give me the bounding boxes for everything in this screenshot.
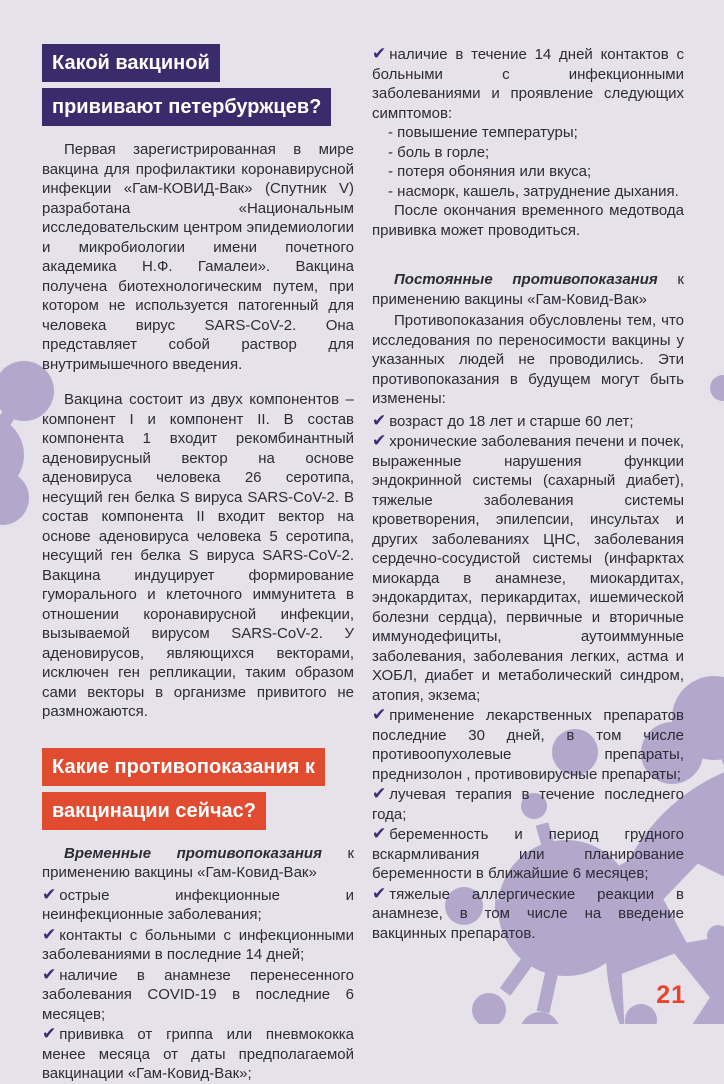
check-item <box>372 884 684 944</box>
title-row <box>42 748 354 786</box>
symptom-line: - боль в горле; <box>388 143 490 161</box>
check-item <box>42 925 354 965</box>
checkmark-icon: ✔ <box>372 824 387 843</box>
right-column <box>372 44 684 1024</box>
section-title-contraindications-line2: вакцинации сейчас? <box>42 792 266 830</box>
check-item <box>42 1024 354 1084</box>
check-item <box>42 965 354 1025</box>
check-item <box>372 705 684 784</box>
title-row <box>42 792 354 830</box>
check-item-text: тяжелые аллергические реакции в анамнезе, в том числе на введение вакцинных препаратов. <box>372 885 684 942</box>
check-item <box>372 784 684 824</box>
section-title-contraindications <box>42 748 354 830</box>
checkmark-icon: ✔ <box>42 884 57 904</box>
check-item-text: прививка от гриппа или пневмококка менее месяца от даты предполагаемой вакцинации «Гам-Ковид-Вак»; <box>42 1026 354 1082</box>
symptom-line: - повышение температуры; <box>388 124 578 141</box>
checkmark-icon: ✔ <box>42 924 57 944</box>
check-item-text: применение лекарственных препаратов последние 30 дней, в том числе противоопухолевые препараты, преднизолон , противовирусные препараты; <box>372 707 684 783</box>
temporary-contraindications-lead-bold: Временные противопоказания <box>64 844 322 862</box>
check-item-text: наличие в течение 14 дней контактов с больными с инфекционными заболеваниями и проявление следующих симптомов: <box>372 46 684 122</box>
checkmark-icon: ✔ <box>372 784 387 803</box>
checkmark-icon: ✔ <box>42 1024 57 1043</box>
checkmark-icon: ✔ <box>372 705 387 724</box>
paragraph-after-withdrawal: После окончания временного медотвода прививка может проводиться. <box>372 202 684 239</box>
temporary-contraindications-lead <box>42 844 354 883</box>
check-item <box>372 44 684 123</box>
symptom-line: - потеря обоняния или вкуса; <box>388 163 592 180</box>
check-item <box>42 885 354 925</box>
title-row <box>42 88 354 126</box>
symptom-line: - насморк, кашель, затруднение дыхания. <box>388 182 679 200</box>
permanent-contraindications-lead-rest: к применению вакцины «Гам-Ковид-Вак» <box>372 271 684 308</box>
check-item-text: лучевая терапия в течение последнего года; <box>372 786 684 823</box>
page-number: 21 <box>656 981 686 1009</box>
checkmark-icon: ✔ <box>372 431 387 450</box>
temporary-contraindications-lead-rest: к применению вакцины «Гам-Ковид-Вак» <box>42 844 355 881</box>
section-title-vaccine-line2: прививают петербуржцев? <box>42 88 331 126</box>
checkmark-icon: ✔ <box>372 883 387 903</box>
check-item-text: хронические заболевания печени и почек, выраженные нарушения функции эндокринной системы (сахарный диабет), тяжелые заболевания системы кроветворения, эпилепсии, инсультах и других заболеваниях ЦНС, заболевания сердечно-сосудистой системы (инфарктах миокарда в анамнезе, миокардитах, эндокардитах, перикардитах, ишемической болезни сердца), первичные и вторичные иммунодефициты, аутоиммунные заболевания, заболевания легких, астма и ХОБЛ, диабет и метаболический синдром, атопия, экзема; <box>372 433 684 704</box>
check-item <box>372 411 684 432</box>
section-title-contraindications-line1: Какие противопоказания к <box>42 748 325 786</box>
paragraph-vaccine-origin: Первая зарегистрированная в мире вакцина для профилактики коронавирусной инфекции «Гам-КОВИД-Вак» (Спутник V) разработана «Национальным исследовательским центром эпидемиологии и микробиологии имени почетного академика Н.Ф. Гамалеи». Вакцина получена биотехнологическим путем, при котором не используется патогенный для человека вирус SARS-CoV-2. Она представляет собой раствор для внутримышечного введения. <box>42 141 354 373</box>
checkmark-icon: ✔ <box>372 410 387 430</box>
check-item-text: наличие в анамнезе перенесенного заболевания COVID-19 в последние 6 месяцев; <box>42 966 354 1023</box>
section-title-vaccine <box>42 44 354 126</box>
check-item-text: острые инфекционные и неинфекционные заболевания; <box>42 886 354 923</box>
checkmark-icon: ✔ <box>372 44 387 63</box>
section-title-vaccine-line1: Какой вакциной <box>42 44 220 82</box>
title-row <box>42 44 354 82</box>
check-item-text: беременность и период грудного вскармливания или планирование беременности в ближайшие 6 месяцев; <box>372 826 684 882</box>
check-item <box>372 431 684 705</box>
left-column <box>42 44 355 1082</box>
paragraph-vaccine-components: Вакцина состоит из двух компонентов – компонент I и компонент II. В состав компонента 1 входит рекомбинантный аденовирусный вектор на основе аденовируса человека 26 серотипа, несущий ген белка S вируса SARS-CoV-2. В состав компонента II входит вектор на основе аденовируса человека 5 серотипа, несущий ген белка S вируса SARS-CoV-2. Вакцина индуцирует формирование гуморального и клеточного иммунитета в отношении коронавирусной инфекции, вызываемой вирусом SARS-CoV-2. У аденовирусов, являющихся векторами, исключен ген репликации, таким образом сами векторы в организме привитого не размножаются. <box>42 391 354 720</box>
paragraph-permanent-intro: Противопоказания обусловлены тем, что исследования по переносимости вакцины у указанных людей не проводились. Эти противопоказания в будущем могут быть изменены: <box>372 312 684 407</box>
check-item-text: контакты с больными с инфекционными заболеваниями в последние 14 дней; <box>42 926 354 963</box>
permanent-contraindications-lead <box>372 270 684 309</box>
checkmark-icon: ✔ <box>42 964 57 984</box>
check-item-text: возраст до 18 лет и старше 60 лет; <box>389 412 634 430</box>
permanent-contraindications-lead-bold: Постоянные противопоказания <box>394 271 658 288</box>
check-item <box>372 824 684 884</box>
